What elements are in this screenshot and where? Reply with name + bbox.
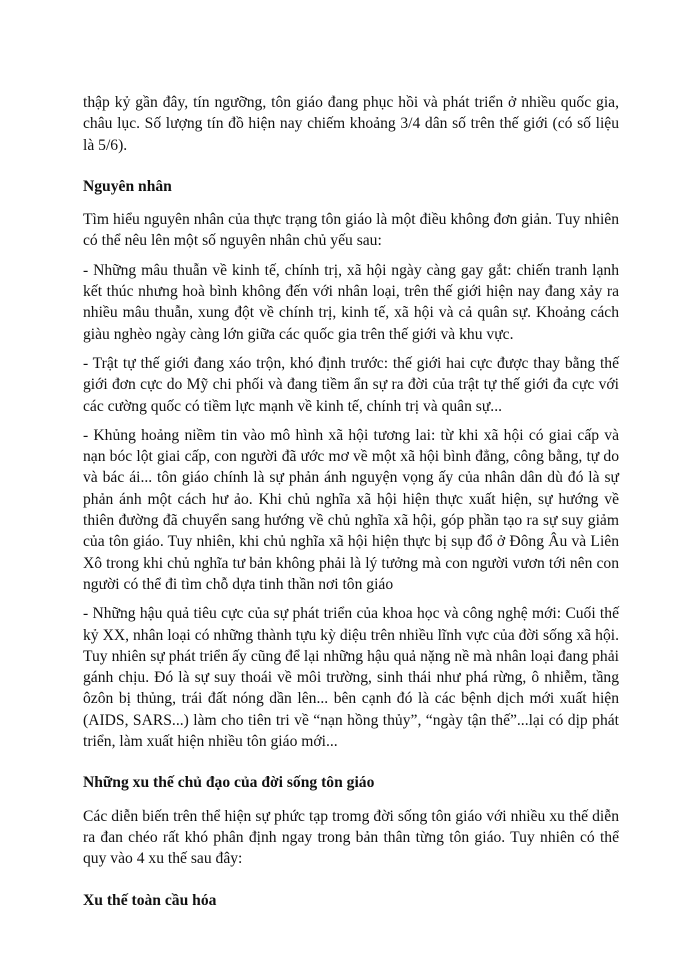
intro-paragraph: thập kỷ gần đây, tín ngưỡng, tôn giáo đang phục hồi và phát triển ở nhiều quốc gia, châu lục. Số lượng tín đồ hiện nay chiếm khoảng 3/4 dân số trên thế giới (có số liệu là 5/6). — [83, 94, 619, 154]
cause-item-1: - Những mâu thuẫn về kinh tế, chính trị, xã hội ngày càng gay gắt: chiến tranh lạnh kết thúc nhưng hoà bình không đến với nhân loại, trên thế giới hiện nay đang xảy ra nhiều mâu thuẫn, xung đột về chính trị, kinh tế, xã hội và cả quân sự. Khoảng cách giàu nghèo ngày càng lớn giữa các quốc gia trên thế giới và khu vực. — [83, 261, 619, 343]
section-heading-causes: Nguyên nhân — [83, 177, 172, 195]
cause-item-3: - Khủng hoảng niềm tin vào mô hình xã hội tương lai: từ khi xã hội có giai cấp và nạn bóc lột giai cấp, con người đã ước mơ về một xã hội bình đẳng, công bằng, tự do và bác ái... tôn giáo chính là sự phản ánh nguyện vọng ấy của nhân dân dù đó là sự phản ánh một cách hư ảo. Khi chủ nghĩa xã hội hiện thực xuất hiện, sự hướng về thiên đường đã chuyển sang hướng về chủ nghĩa xã hội, góp phần tạo ra sự suy giảm của tôn giáo. Tuy nhiên, khi chủ nghĩa xã hội hiện thực bị sụp đổ ở Đông Âu và Liên Xô trong khi chủ nghĩa tư bản không phải là lý tưởng mà con người vươn tới nên con người có thể đi tìm chỗ dựa tinh thần nơi tôn giáo — [83, 426, 619, 593]
trends-lead-paragraph: Các diễn biến trên thể hiện sự phức tạp tromg đời sống tôn giáo với nhiều xu thế diễn ra đan chéo rất khó phân định ngay trong bản thân từng tôn giáo. Tuy nhiên có thể quy vào 4 xu thế sau đây: — [83, 807, 619, 868]
cause-item-4: - Những hậu quả tiêu cực của sự phát triển của khoa học và công nghệ mới: Cuối thế kỷ XX, nhân loại có những thành tựu kỳ diệu trên nhiều lĩnh vực của đời sống xã hội. Tuy nhiên sự phát triển ấy cũng để lại những hậu quả nặng nề mà nhân loại đang phải gánh chịu. Đó là sự suy thoái về môi trường, sinh thái như phá rừng, ô nhiễm, tầng ôzôn bị thủng, trái đất nóng dần lên... bên cạnh đó là các bệnh dịch mới xuất hiện (AIDS, SARS...) làm cho tiên tri về “nạn hồng thủy”, “ngày tận thế”...lại có dịp phát triển, làm xuất hiện nhiều tôn giáo mới... — [83, 605, 619, 751]
cause-item-2: - Trật tự thế giới đang xáo trộn, khó định trước: thế giới hai cực được thay bằng thế giới đơn cực do Mỹ chi phối và đang tiềm ẩn sự ra đời của trật tự thế giới đa cực với các cường quốc có tiềm lực mạnh về kinh tế, chính trị và quân sự... — [83, 354, 619, 415]
document-page — [83, 92, 619, 923]
causes-lead-paragraph: Tìm hiểu nguyên nhân của thực trạng tôn giáo là một điều không đơn giản. Tuy nhiên có thể nêu lên một số nguyên nhân chủ yếu sau: — [83, 211, 619, 250]
section-heading-globalization: Xu thế toàn cầu hóa — [83, 891, 217, 909]
section-heading-trends: Những xu thế chủ đạo của đời sống tôn giáo — [83, 774, 375, 792]
